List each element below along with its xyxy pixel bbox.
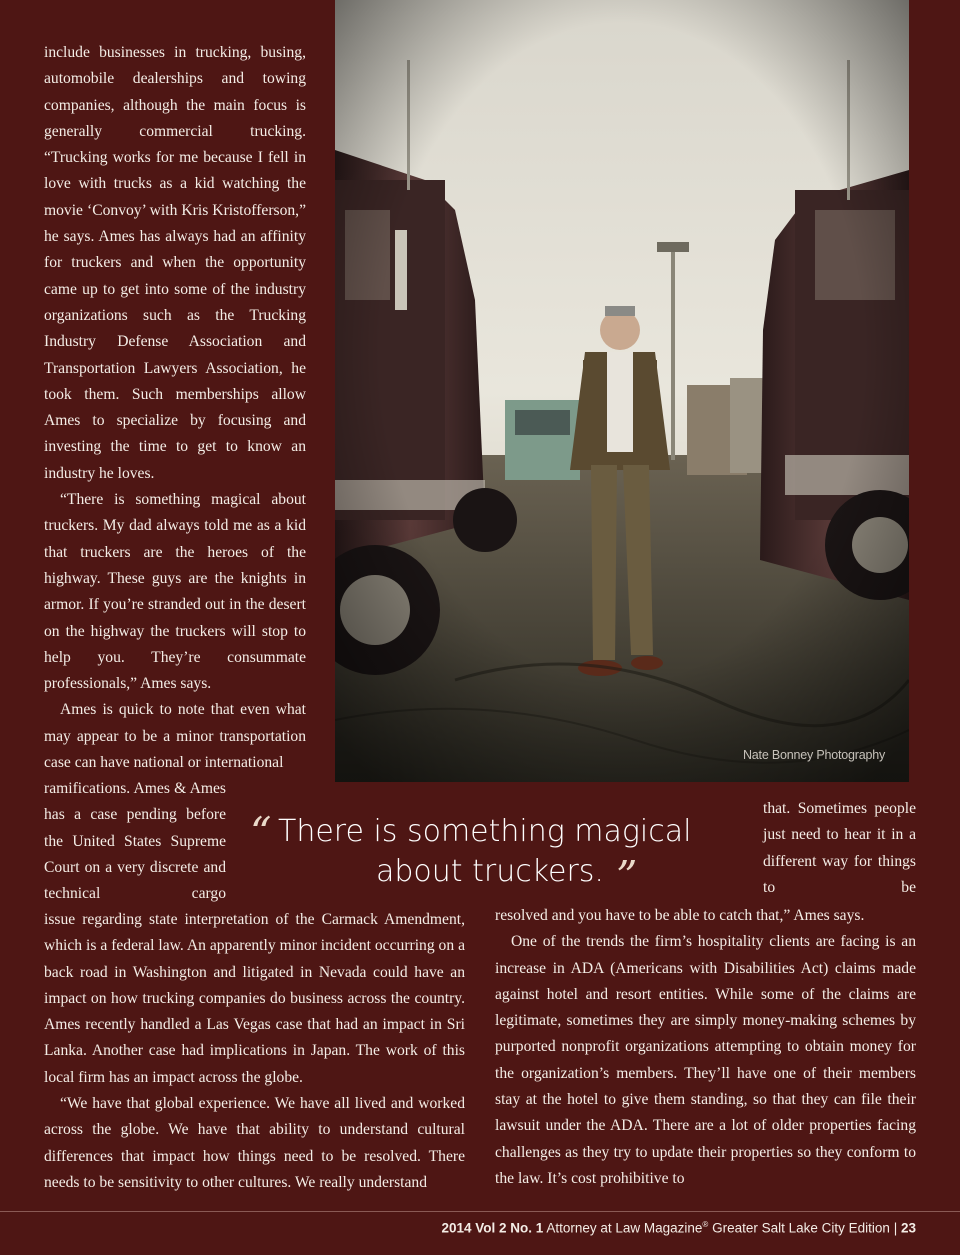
registered-mark: ® xyxy=(702,1220,709,1229)
footer-magazine: Attorney at Law Magazine xyxy=(546,1220,703,1236)
photo-man-with-trucks xyxy=(335,0,909,782)
article-column-left-top xyxy=(44,40,306,776)
article-paragraph: that. Sometimes people just need to hear it in a different way for things to be xyxy=(763,800,916,896)
article-paragraph: Ames is quick to note that even what may appear to be a minor transportation case can have national or international xyxy=(44,701,306,772)
article-column-right-narrow xyxy=(763,796,916,901)
footer-separator: | xyxy=(893,1220,898,1236)
open-quote-mark: “ xyxy=(250,808,272,857)
pull-quote xyxy=(250,808,750,901)
photo-credit: Nate Bonney Photography xyxy=(742,748,885,762)
article-paragraph: include businesses in trucking, busing, automobile dealerships and towing companies, although the main focus is generally commercial trucking. “Trucking works for me because I fell in love with trucks as a kid watching the movie ‘Convoy’ with Kris Kristofferson,” he says. Ames has always had an affinity for truckers and when the opportunity came up to get into some of the industry organizations such as the Trucking Industry Defense Association and Transportation Lawyers Association, he took them. Such memberships allow Ames to specialize by focusing and investing the time to get to know an industry he loves. xyxy=(44,44,306,482)
article-column-left-bottom xyxy=(44,907,465,1196)
feature-photo xyxy=(335,0,909,782)
footer-issue: 2014 Vol 2 No. 1 xyxy=(441,1220,544,1236)
article-paragraph: One of the trends the firm’s hospitality clients are facing is an increase in ADA (Americans with Disabilities Act) claims made against hotel and resort entities. While some of the claims are legitimate, sometimes they are simply money-making schemes by purported nonprofit organizations attempting to obtain money for the organization’s members. They’ll have one of their members stay at the hotel to give them standing, so that they can file their lawsuit under the ADA. There are a lot of older properties facing challenges as they try to update their properties so they conform to the law. It’s cost prohibitive to xyxy=(495,933,916,1187)
article-column-left-narrow xyxy=(44,776,226,907)
footer-edition: Greater Salt Lake City Edition xyxy=(712,1220,890,1236)
pull-quote-line: about truckers. xyxy=(376,854,604,889)
article-paragraph: “We have that global experience. We have all lived and worked across the globe. We have that ability to understand cultural differences that impact how things need to be resolved. There needs to be sensitivity to other cultures. We really understand xyxy=(44,1095,465,1191)
article-column-right-bottom xyxy=(495,903,916,1192)
page-footer xyxy=(441,1220,916,1236)
article-paragraph: “There is something magical about truckers. My dad always told me as a kid that truckers are the heroes of the highway. These guys are the knights in armor. If you’re stranded out in the desert on the highway the truckers will stop to help you. They’re consummate professionals,” Ames says. xyxy=(44,491,306,693)
pull-quote-line: There is something magical xyxy=(278,814,692,849)
close-quote-mark: ” xyxy=(616,852,638,901)
article-paragraph: issue regarding state interpretation of the Carmack Amendment, which is a federal law. An apparently minor incident occurring on a back road in Washington and litigated in Nevada could have an impact on how trucking companies do business across the country. Ames recently handled a Las Vegas case that had an impact in Sri Lanka. Another case had implications in Japan. The work of this local firm has an impact across the globe. xyxy=(44,911,465,1086)
article-paragraph: resolved and you have to be able to catch that,” Ames says. xyxy=(495,907,865,924)
article-paragraph: ramifications. Ames & Ames has a case pending before the United States Supreme Court on a very discrete and technical cargo xyxy=(44,780,226,903)
footer-divider xyxy=(0,1211,960,1212)
page-number: 23 xyxy=(900,1220,916,1236)
